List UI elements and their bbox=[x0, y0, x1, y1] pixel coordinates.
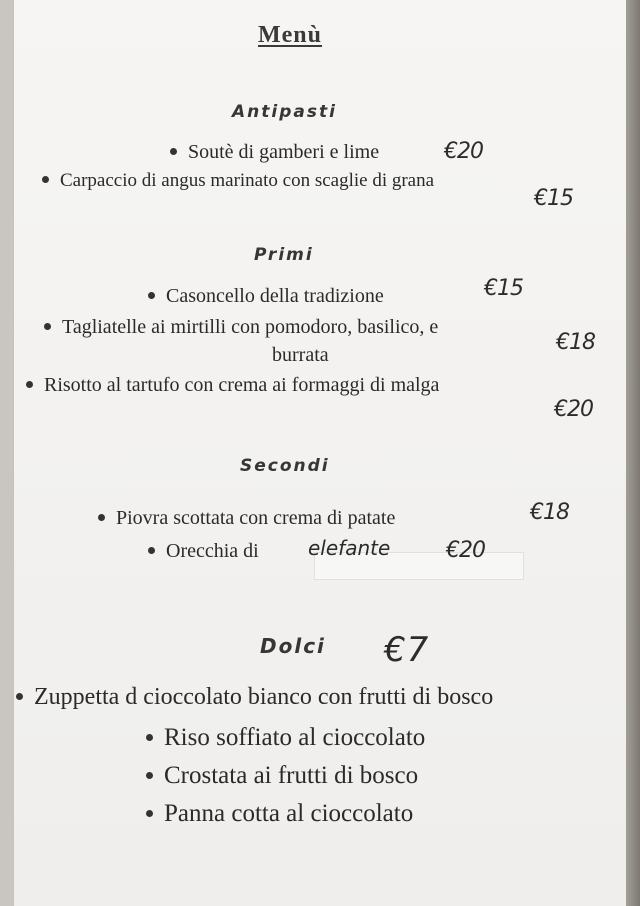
dish-name: Risotto al tartufo con crema ai formaggi di malga bbox=[44, 374, 440, 396]
list-item bbox=[146, 800, 413, 828]
dish-name: Orecchia di bbox=[166, 540, 259, 562]
dish-price: €20 bbox=[554, 397, 593, 422]
dish-name: Casoncello della tradizione bbox=[166, 285, 384, 307]
menu-title: Menù bbox=[258, 22, 322, 48]
list-item bbox=[42, 170, 434, 192]
dessert-name: Crostata ai frutti di bosco bbox=[164, 762, 419, 789]
list-item bbox=[170, 141, 379, 164]
dish-price: €15 bbox=[484, 276, 523, 301]
section-heading-secondi: Secondi bbox=[240, 456, 330, 476]
dish-name: Carpaccio di angus marinato con scaglie di grana bbox=[60, 170, 435, 191]
dish-name: Tagliatelle ai mirtilli con pomodoro, basilico, e bbox=[62, 316, 439, 338]
bullet-icon bbox=[146, 772, 153, 779]
list-item bbox=[16, 684, 493, 711]
dessert-name: Riso soffiato al cioccolato bbox=[164, 724, 426, 751]
bullet-icon bbox=[170, 148, 177, 155]
section-heading-antipasti: Antipasti bbox=[232, 102, 337, 122]
list-item bbox=[146, 762, 418, 790]
dolci-price: €7 bbox=[384, 630, 430, 670]
bullet-icon bbox=[148, 547, 155, 554]
dish-price: €20 bbox=[446, 538, 485, 563]
dish-name: Piovra scottata con crema di patate bbox=[116, 507, 396, 529]
menu-sheet bbox=[14, 0, 626, 906]
list-item bbox=[44, 316, 438, 339]
bullet-icon bbox=[42, 176, 49, 183]
bullet-icon bbox=[148, 292, 155, 299]
bullet-icon bbox=[44, 323, 51, 330]
handwritten-dish-word: elefante bbox=[308, 536, 391, 560]
section-heading-primi: Primi bbox=[254, 245, 314, 265]
dessert-name: Zuppetta d cioccolato bianco con frutti di bosco bbox=[34, 684, 494, 710]
dish-price: €20 bbox=[444, 139, 483, 164]
bullet-icon bbox=[146, 734, 153, 741]
list-item bbox=[146, 724, 425, 752]
list-item bbox=[148, 540, 259, 563]
bullet-icon bbox=[98, 514, 105, 521]
bullet-icon bbox=[146, 810, 153, 817]
dish-name-continued: burrata bbox=[272, 344, 329, 366]
dish-price: €15 bbox=[534, 186, 573, 211]
list-item bbox=[98, 507, 395, 530]
list-item bbox=[26, 374, 439, 397]
dish-name: Soutè di gamberi e lime bbox=[188, 141, 380, 163]
dessert-name: Panna cotta al cioccolato bbox=[164, 800, 414, 827]
dish-price: €18 bbox=[530, 500, 569, 525]
bullet-icon bbox=[16, 693, 23, 700]
list-item bbox=[148, 285, 384, 308]
table-background bbox=[626, 0, 640, 906]
section-heading-dolci: Dolci bbox=[260, 634, 326, 658]
bullet-icon bbox=[26, 381, 33, 388]
dish-price: €18 bbox=[556, 330, 595, 355]
